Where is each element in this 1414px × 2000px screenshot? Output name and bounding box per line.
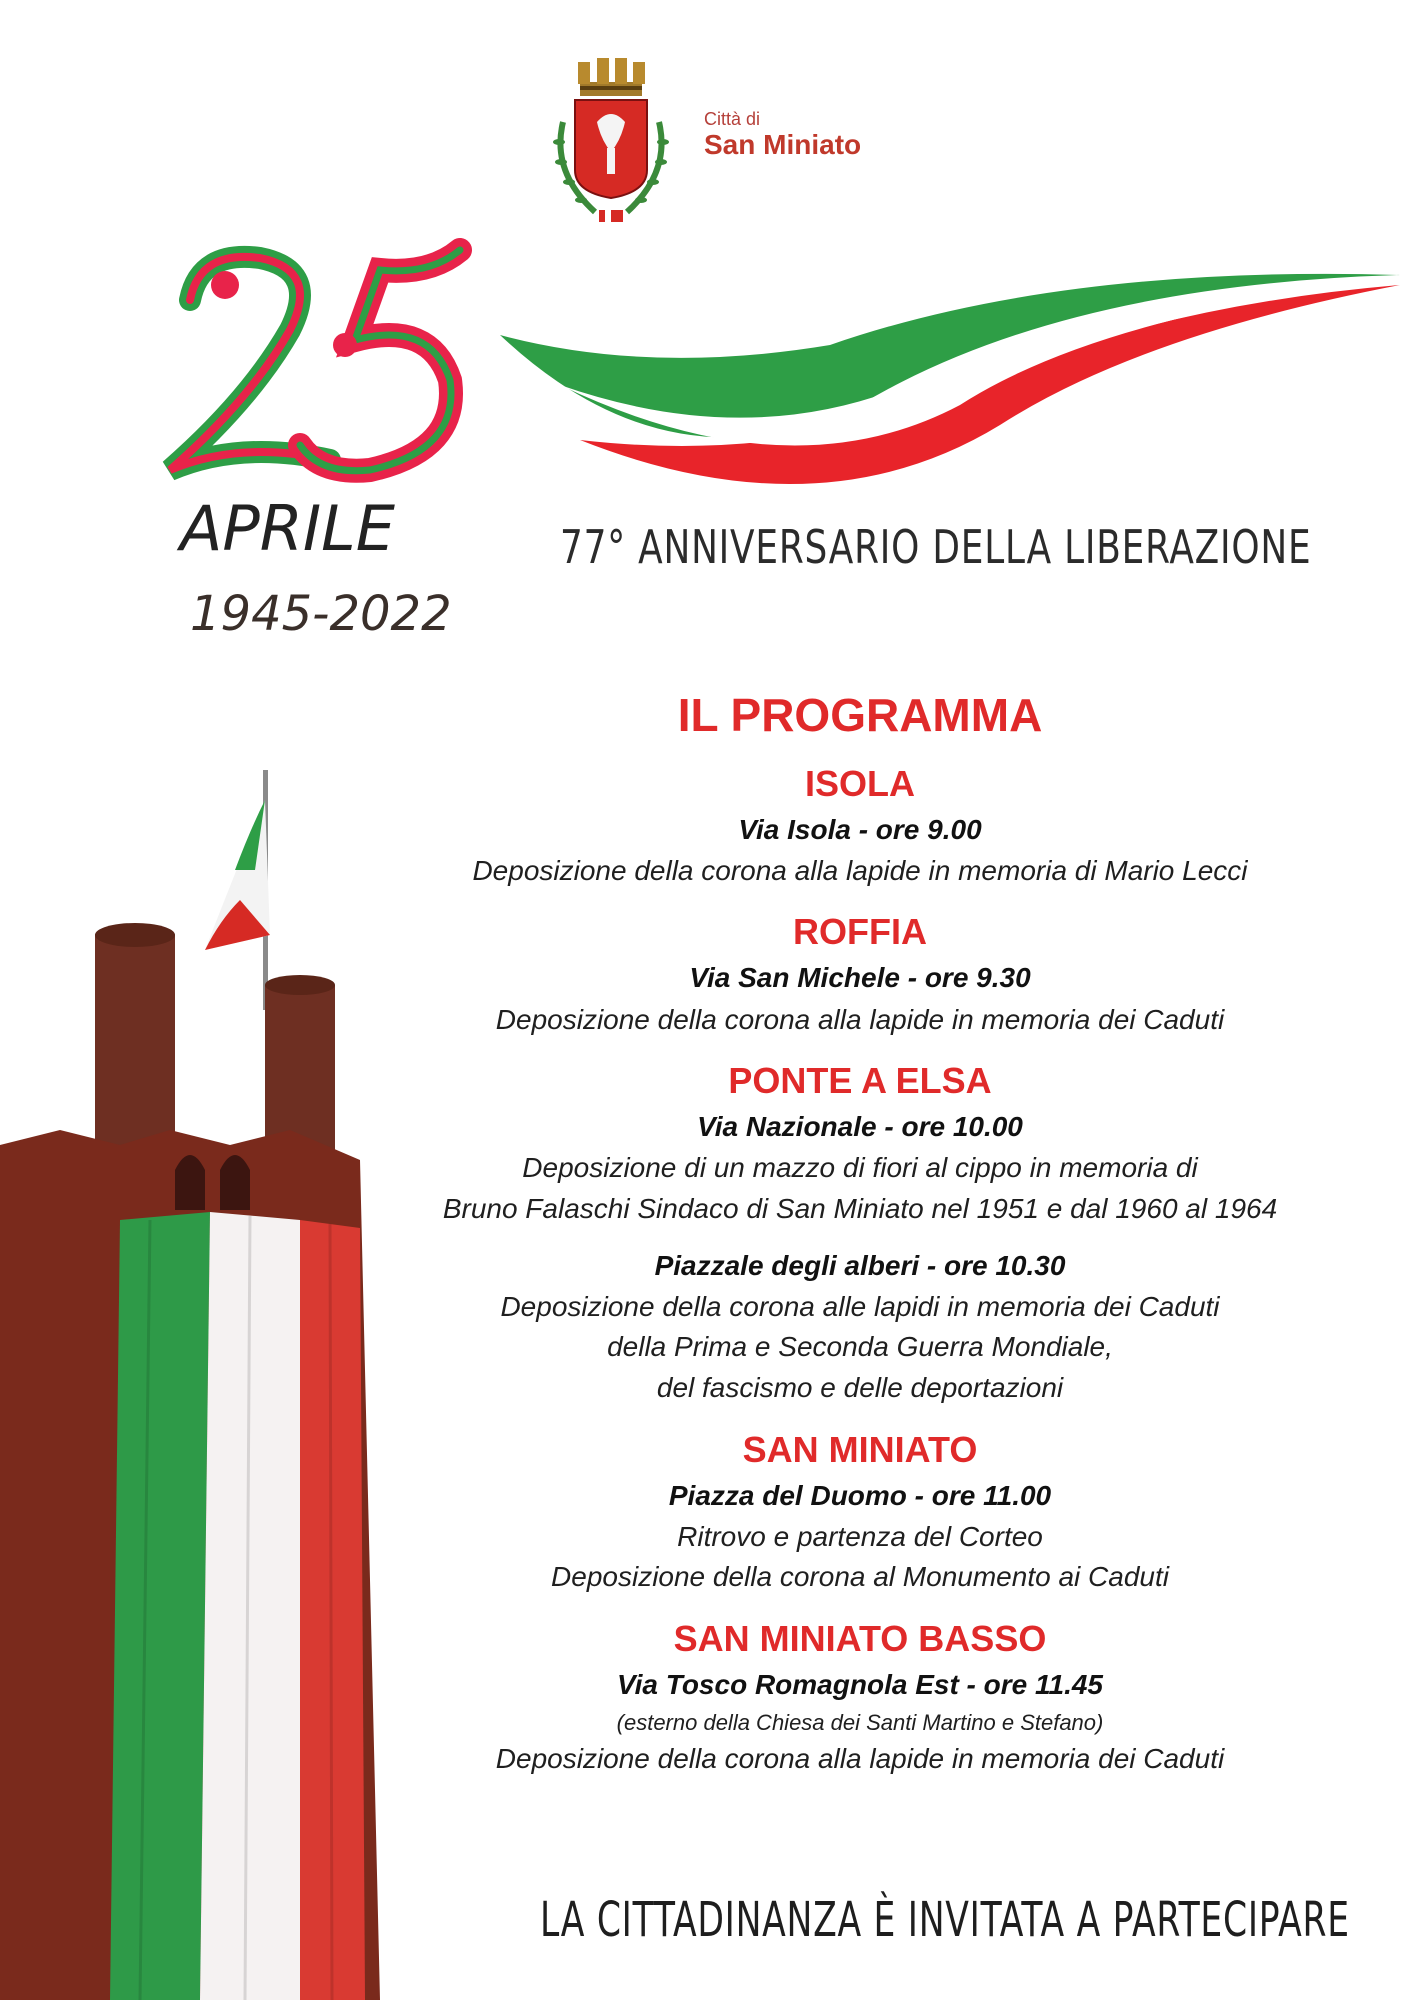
event-description: della Prima e Seconda Guerra Mondiale, [607, 1331, 1113, 1363]
crown-icon [578, 58, 645, 96]
event-note: (esterno della Chiesa dei Santi Martino e Stefano) [616, 1710, 1104, 1736]
event-description: Bruno Falaschi Sindaco di San Miniato nel 1951 e dal 1960 al 1964 [442, 1192, 1278, 1224]
event-description: Deposizione della corona alla lapide in memoria di Mario Lecci [472, 854, 1248, 886]
event-isola [380, 761, 1340, 892]
location-heading: PONTE A ELSA [728, 1060, 992, 1102]
anniversary-heading: 77° ANNIVERSARIO DELLA LIBERAZIONE [560, 520, 1312, 574]
event-description: Deposizione della corona alla lapide in memoria dei Caduti [495, 1743, 1225, 1775]
event-ponte-a-elsa [380, 1058, 1340, 1408]
logo-years: 1945-2022 [190, 586, 452, 642]
city-crest [545, 52, 677, 232]
event-san-miniato [380, 1427, 1340, 1598]
event-time: Piazza del Duomo - ore 11.00 [668, 1479, 1052, 1511]
event-description: Deposizione di un mazzo di fiori al cippo in memoria di [522, 1152, 1198, 1184]
event-time: Via Tosco Romagnola Est - ore 11.45 [617, 1668, 1103, 1700]
event-roffia [380, 909, 1340, 1040]
location-heading: ISOLA [804, 762, 915, 804]
program-section [380, 690, 1340, 1798]
event-description: Deposizione della corona alle lapidi in memoria dei Caduti [500, 1290, 1220, 1322]
event-description: Deposizione della corona al Monumento ai Caduti [551, 1561, 1169, 1593]
event-description: Deposizione della corona alla lapide in memoria dei Caduti [495, 1003, 1225, 1035]
tricolore-wave [500, 255, 1400, 495]
tower-image [0, 750, 380, 2000]
aprile-logo [130, 230, 530, 660]
event-time: Via Isola - ore 9.00 [738, 813, 982, 845]
program-title: IL PROGRAMMA [677, 689, 1043, 741]
event-time: Piazzale degli alberi - ore 10.30 [654, 1249, 1066, 1281]
event-description: del fascismo e delle deportazioni [656, 1371, 1064, 1403]
location-heading: SAN MINIATO BASSO [673, 1617, 1047, 1659]
location-heading: SAN MINIATO [742, 1428, 978, 1470]
event-time: Via Nazionale - ore 10.00 [697, 1111, 1023, 1143]
city-prefix: Città di [704, 109, 761, 129]
city-label [704, 110, 861, 162]
event-time: Via San Michele - ore 9.30 [689, 962, 1031, 994]
logo-month: APRILE [180, 492, 395, 565]
city-name: San Miniato [704, 129, 862, 160]
event-description: Ritrovo e partenza del Corteo [677, 1520, 1043, 1552]
event-san-miniato-basso [380, 1616, 1340, 1780]
location-heading: ROFFIA [793, 911, 927, 953]
invitation-footer: LA CITTADINANZA È INVITATA A PARTECIPARE [540, 1892, 1350, 1948]
